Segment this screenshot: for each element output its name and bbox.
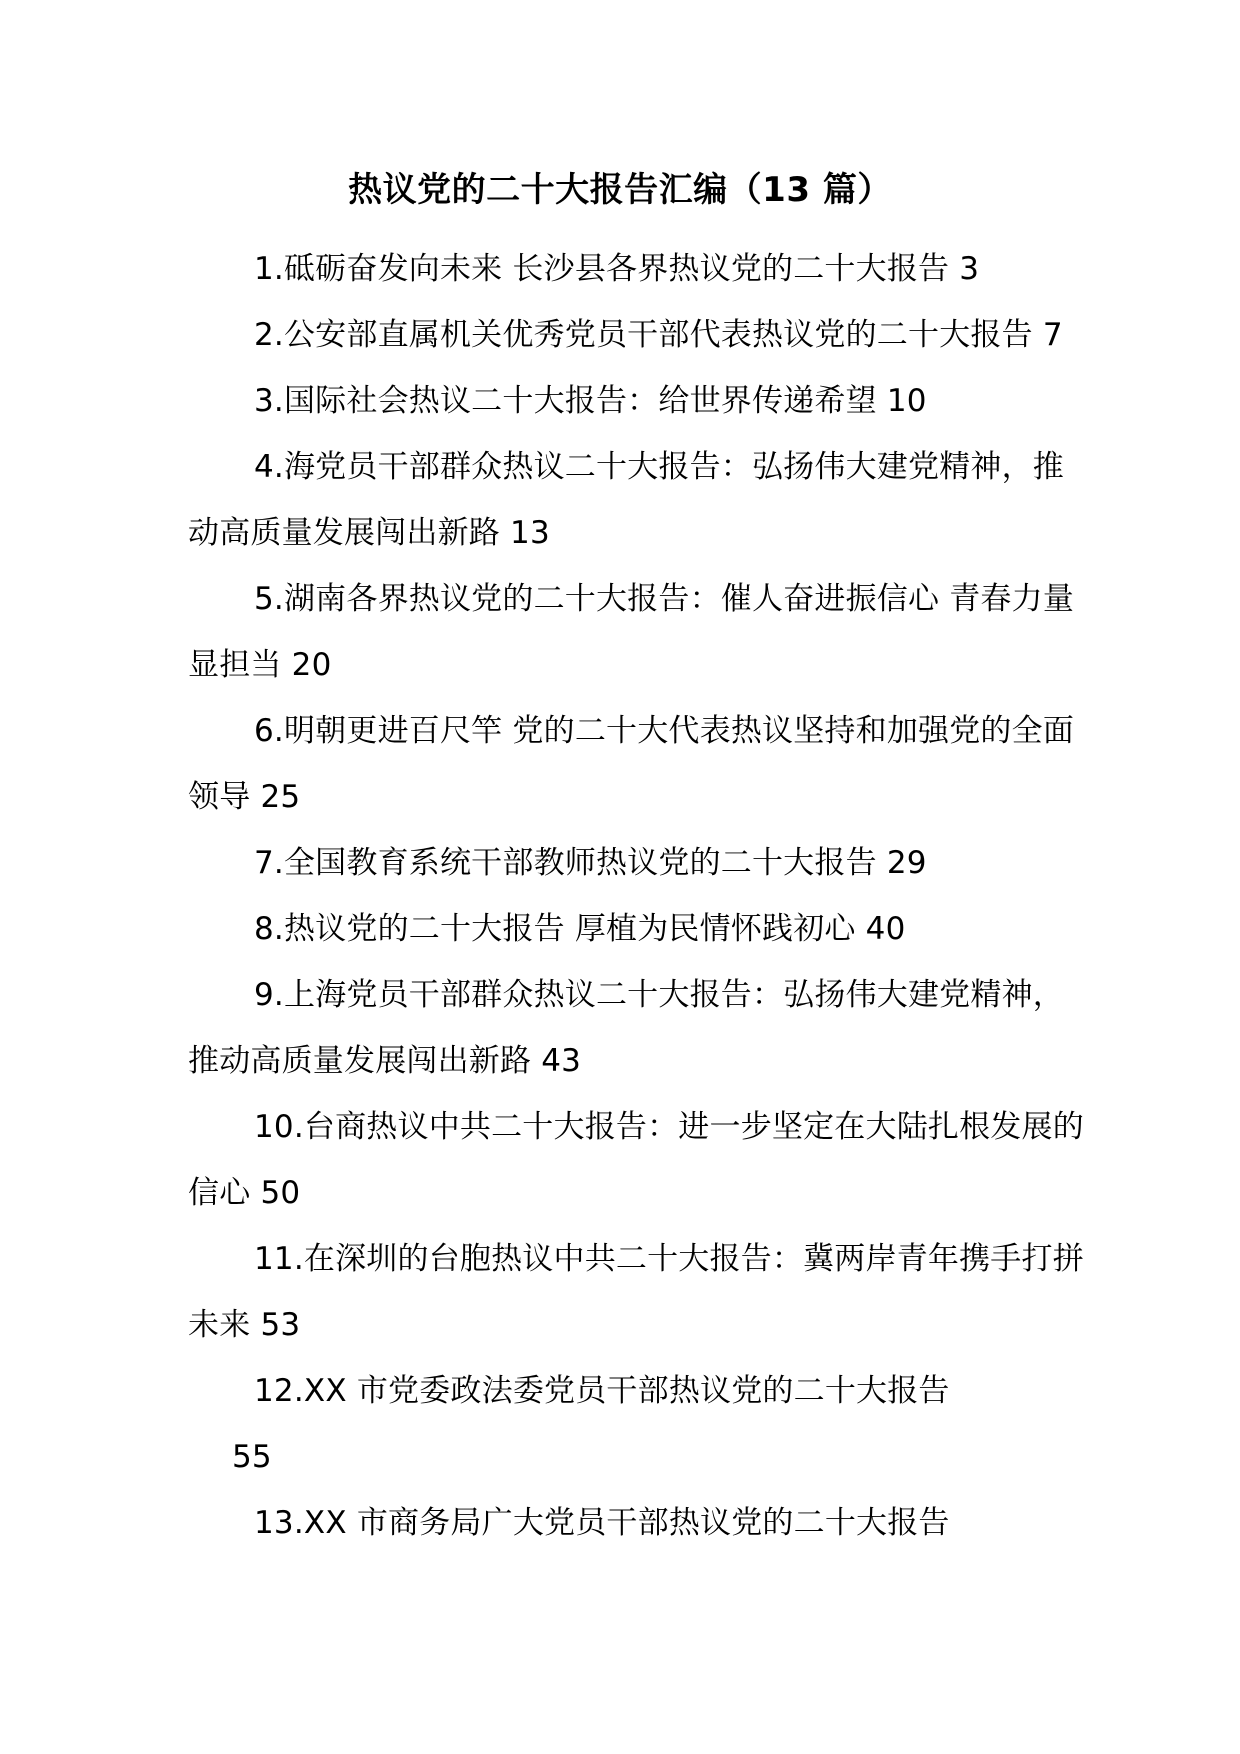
page-number: 55 xyxy=(232,1439,272,1475)
toc-entry: 8.热议党的二十大报告 厚植为民情怀践初心 40 xyxy=(254,911,906,947)
toc-entry: 2.公安部直属机关优秀党员干部代表热议党的二十大报告 7 xyxy=(254,317,1063,353)
table-of-contents xyxy=(188,236,1088,1556)
toc-entry: 3.国际社会热议二十大报告：给世界传递希望 10 xyxy=(254,383,927,419)
toc-entry: 1.砥砺奋发向未来 长沙县各界热议党的二十大报告 3 xyxy=(254,251,980,287)
toc-entry: 11.在深圳的台胞热议中共二十大报告：冀两岸青年携手打拼未来 53 xyxy=(188,1241,1084,1343)
toc-entry: 10.台商热议中共二十大报告：进一步坚定在大陆扎根发展的信心 50 xyxy=(188,1109,1084,1211)
toc-entry: 5.湖南各界热议党的二十大报告：催人奋进振信心 青春力量显担当 20 xyxy=(188,581,1075,683)
toc-entry: 12.XX 市党委政法委党员干部热议党的二十大报告 xyxy=(254,1373,950,1409)
document-title: 热议党的二十大报告汇编（13 篇） xyxy=(348,170,892,210)
toc-entry: 6.明朝更进百尺竿 党的二十大代表热议坚持和加强党的全面领导 25 xyxy=(188,713,1075,815)
toc-entry: 7.全国教育系统干部教师热议党的二十大报告 29 xyxy=(254,845,927,881)
toc-entry: 9.上海党员干部群众热议二十大报告：弘扬伟大建党精神，推动高质量发展闯出新路 43 xyxy=(188,977,1064,1079)
toc-entry-page-number xyxy=(188,1424,1088,1490)
toc-entry: 13.XX 市商务局广大党员干部热议党的二十大报告 xyxy=(254,1505,950,1541)
toc-entry: 4.海党员干部群众热议二十大报告：弘扬伟大建党精神，推动高质量发展闯出新路 13 xyxy=(188,449,1064,551)
